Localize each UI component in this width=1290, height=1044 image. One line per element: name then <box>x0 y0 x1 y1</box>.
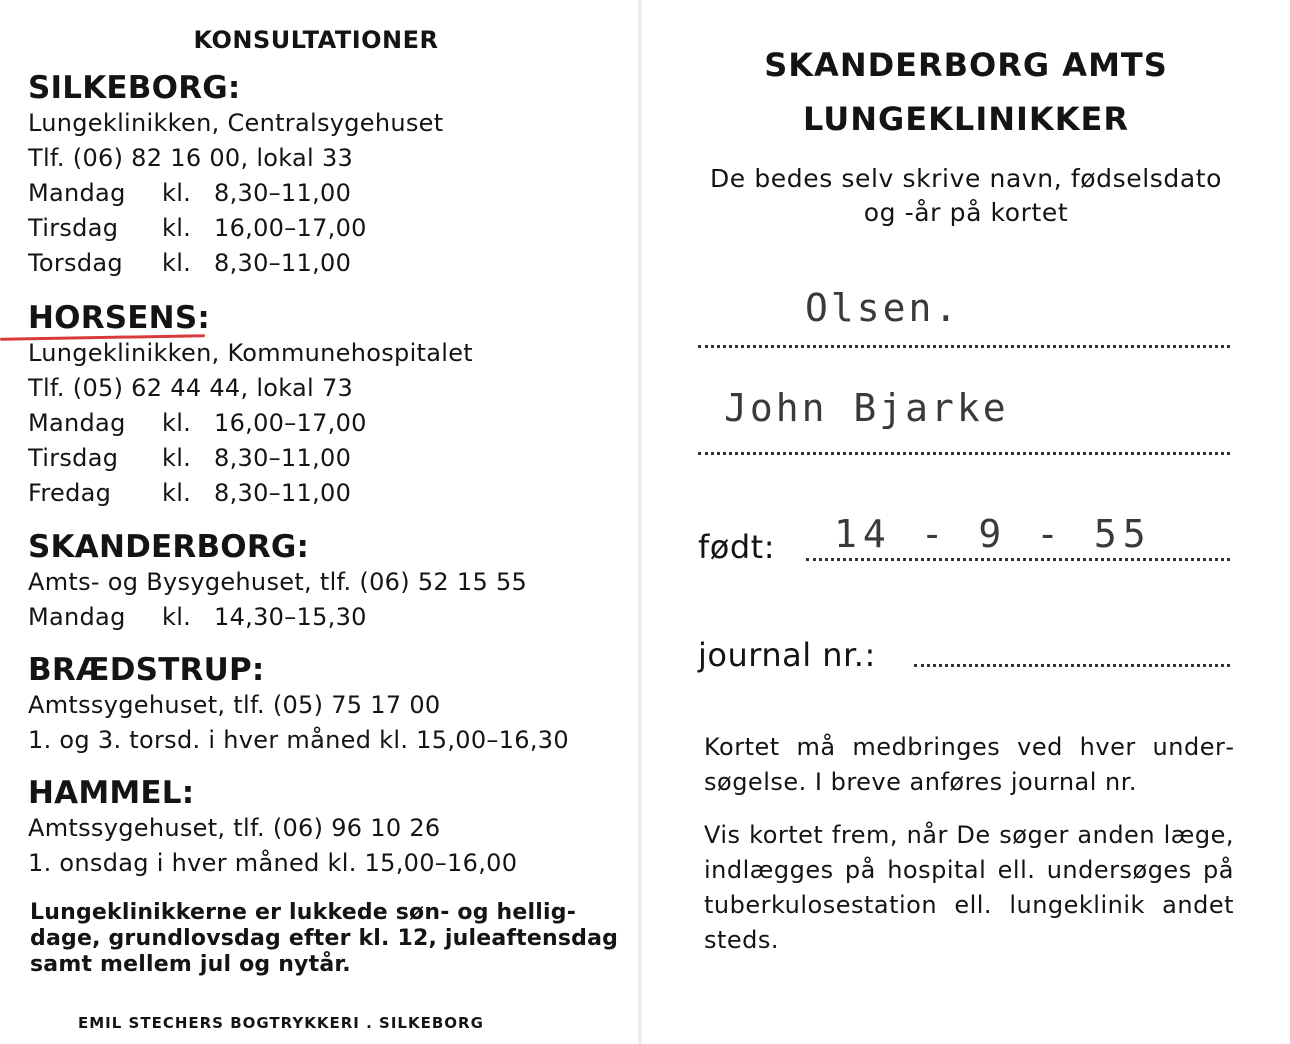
time: 8,30–11,00 <box>214 444 352 472</box>
clinic-schedule: 1. og 3. torsd. i hver måned kl. 15,00–16,30 <box>28 726 569 754</box>
kl: kl. <box>162 444 192 472</box>
kl: kl. <box>162 409 192 437</box>
clinic-phone: Tlf. (06) 82 16 00, lokal 33 <box>28 144 354 172</box>
section-braedstrup <box>28 652 628 758</box>
day: Tirsdag <box>28 444 119 472</box>
time: 16,00–17,00 <box>214 214 367 242</box>
closed-notice: Lungeklinikkerne er lukkede søn- og helligdage, grundlovsdag efter kl. 12, juleaftensdag samt mellem jul og nytår. <box>30 900 619 977</box>
day: Torsdag <box>28 249 123 277</box>
day: Fredag <box>28 479 112 507</box>
kl: kl. <box>162 214 192 242</box>
instruction-paragraph-2: Vis kortet frem, når De søger anden læge, indlægges på hospital ell. undersøges på tuberkulosestation ell. lungeklinik andet steds. <box>704 821 1234 954</box>
instruction-text <box>642 162 1290 230</box>
section-horsens <box>28 300 628 511</box>
hours-row <box>28 476 628 511</box>
time: 16,00–17,00 <box>214 409 367 437</box>
hours-row <box>28 176 628 211</box>
clinic-place-phone: Amts- og Bysygehuset, tlf. (06) 52 15 55 <box>28 568 528 596</box>
instruction-line-2: og -år på kortet <box>863 198 1069 227</box>
day: Tirsdag <box>28 214 119 242</box>
clinic-place-phone: Amtssygehuset, tlf. (06) 96 10 26 <box>28 814 441 842</box>
patient-panel <box>642 0 1290 1044</box>
clinic-place: Lungeklinikken, Kommunehospitalet <box>28 339 473 367</box>
born-label: født: <box>698 528 775 566</box>
journal-label: journal nr.: <box>698 636 876 674</box>
day: Mandag <box>28 603 126 631</box>
time: 8,30–11,00 <box>214 249 352 277</box>
hours-row <box>28 441 628 476</box>
city-heading: SILKEBORG: <box>28 70 241 106</box>
city-heading: HAMMEL: <box>28 775 195 811</box>
kl: kl. <box>162 603 192 631</box>
clinic-phone: Tlf. (05) 62 44 44, lokal 73 <box>28 374 354 402</box>
born-line <box>806 558 1230 561</box>
day: Mandag <box>28 179 126 207</box>
city-heading: BRÆDSTRUP: <box>28 652 265 688</box>
journal-line[interactable] <box>914 664 1230 667</box>
day: Mandag <box>28 409 126 437</box>
born-value[interactable]: 14 - 9 - 55 <box>834 512 1152 556</box>
time: 8,30–11,00 <box>214 179 352 207</box>
title-line-2: LUNGEKLINIKKER <box>802 100 1129 138</box>
hours-row <box>28 600 628 635</box>
instruction-paragraph-1: Kortet må medbringes ved hver undersøgelse. I breve anføres journal nr. <box>704 733 1234 796</box>
firstname-line <box>698 452 1230 455</box>
hours-row <box>28 211 628 246</box>
title-line-1: SKANDERBORG AMTS <box>764 46 1168 84</box>
time: 14,30–15,30 <box>214 603 367 631</box>
consultations-panel <box>0 0 638 1044</box>
section-silkeborg <box>28 70 628 281</box>
kl: kl. <box>162 479 192 507</box>
firstname-value[interactable]: John Bjarke <box>724 386 1009 430</box>
hours-row <box>28 406 628 441</box>
kl: kl. <box>162 249 192 277</box>
printer-imprint: EMIL STECHERS BOGTRYKKERI . SILKEBORG <box>78 1014 484 1032</box>
time: 8,30–11,00 <box>214 479 352 507</box>
clinic-place: Lungeklinikken, Centralsygehuset <box>28 109 444 137</box>
instruction-line-1: De bedes selv skrive navn, fødselsdato <box>709 164 1223 193</box>
consultations-heading: KONSULTATIONER <box>193 26 439 54</box>
section-skanderborg <box>28 529 628 635</box>
city-heading: HORSENS: <box>28 300 210 336</box>
clinic-place-phone: Amtssygehuset, tlf. (05) 75 17 00 <box>28 691 441 719</box>
city-heading: SKANDERBORG: <box>28 529 310 565</box>
surname-value[interactable]: Olsen. <box>805 286 961 330</box>
section-hammel <box>28 775 628 881</box>
surname-line <box>698 345 1230 348</box>
hours-row <box>28 246 628 281</box>
kl: kl. <box>162 179 192 207</box>
clinic-schedule: 1. onsdag i hver måned kl. 15,00–16,00 <box>28 849 518 877</box>
